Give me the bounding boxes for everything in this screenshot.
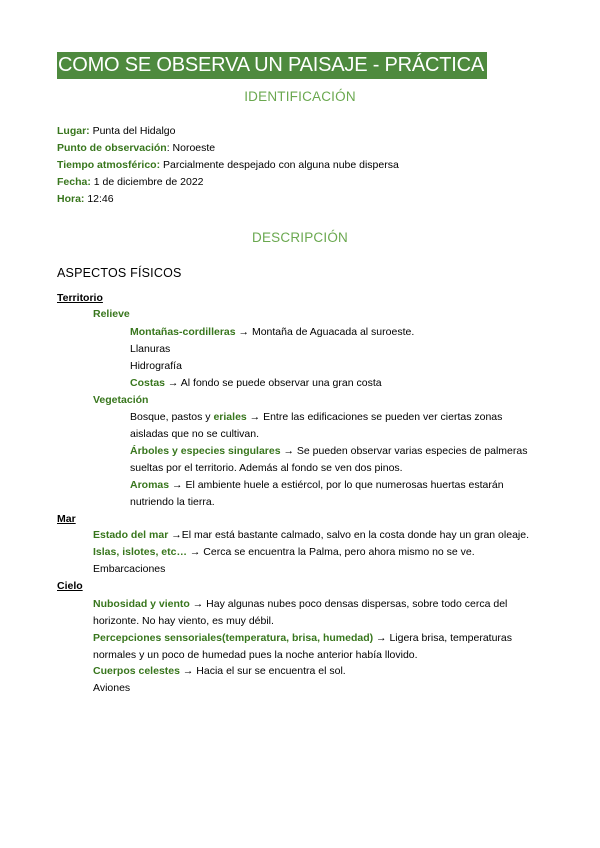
info-label: Tiempo atmosférico: (57, 159, 161, 171)
cuerpos-line (93, 664, 346, 678)
cielo-heading: Cielo (57, 580, 83, 592)
arboles-label: Árboles y especies singulares (130, 445, 281, 457)
percepciones-text: → Ligera brisa, temperaturas (373, 632, 513, 644)
info-value: Punta del Hidalgo (89, 125, 176, 137)
aromas-line-2: nutriendo la tierra. (130, 496, 215, 508)
aromas-text: → El ambiente huele a estiércol, por lo que numerosas huertas estarán (169, 479, 504, 491)
hidrografia-line: Hidrografía (130, 360, 182, 372)
info-tiempo (57, 159, 399, 171)
info-punto (57, 142, 215, 154)
aromas-line (130, 478, 504, 492)
arboles-text: → Se pueden observar varias especies de palmeras (280, 445, 528, 457)
info-value: 1 de diciembre de 2022 (90, 176, 204, 188)
nubosidad-text: → Hay algunas nubes poco densas dispersas, sobre todo cerca del (189, 598, 508, 610)
nubosidad-label: Nubosidad y viento (93, 598, 190, 610)
costas-text: → Al fondo se puede observar una gran costa (165, 377, 382, 389)
montanas-line (130, 325, 414, 339)
estado-mar-label: Estado del mar (93, 529, 169, 541)
costas-line (130, 376, 382, 390)
eriales-line-2: aisladas que no se cultivan. (130, 428, 259, 440)
relieve-heading: Relieve (93, 308, 130, 320)
aviones-line: Aviones (93, 682, 131, 694)
bosque-text: Bosque, pastos y (130, 411, 214, 423)
montanas-text: → Montaña de Aguacada al suroeste. (235, 326, 415, 338)
info-lugar (57, 125, 175, 137)
eriales-line (130, 410, 502, 424)
eriales-text: → Entre las edificaciones se pueden ver ciertas zonas (246, 411, 503, 423)
costas-label: Costas (130, 377, 166, 389)
arboles-line (130, 444, 527, 458)
identificacion-heading: IDENTIFICACIÓN (244, 89, 356, 104)
islas-line (93, 545, 475, 559)
arboles-line-2: sueltas por el territorio. Además al fondo se ven dos pinos. (130, 462, 403, 474)
cuerpos-text: → Hacia el sur se encuentra el sol. (179, 665, 346, 677)
embarcaciones-line: Embarcaciones (93, 563, 166, 575)
info-fecha (57, 176, 204, 188)
percepciones-line-2: normales y un poco de humedad pues la noche anterior había llovido. (93, 649, 418, 661)
islas-text: → Cerca se encuentra la Palma, pero ahora mismo no se ve. (186, 546, 475, 558)
percepciones-line (93, 631, 512, 645)
info-label: Lugar: (57, 125, 90, 137)
info-label: Fecha: (57, 176, 91, 188)
info-value: Parcialmente despejado con alguna nube dispersa (160, 159, 399, 171)
descripcion-heading: DESCRIPCIÓN (252, 230, 348, 245)
islas-label: Islas, islotes, etc… (93, 546, 187, 558)
cuerpos-label: Cuerpos celestes (93, 665, 180, 677)
estado-mar-line (93, 528, 529, 542)
aspectos-fisicos-heading: ASPECTOS FÍSICOS (57, 266, 182, 280)
info-label: Punto de observación (57, 142, 167, 154)
mar-heading: Mar (57, 513, 76, 525)
vegetacion-heading: Vegetación (93, 394, 149, 406)
info-hora (57, 193, 114, 205)
percepciones-label: Percepciones sensoriales(temperatura, brisa, humedad) (93, 632, 374, 644)
estado-mar-text: →El mar está bastante calmado, salvo en la costa donde hay un gran oleaje. (168, 529, 529, 541)
territorio-heading: Territorio (57, 292, 103, 304)
info-label: Hora: (57, 193, 85, 205)
nubosidad-line (93, 597, 507, 611)
aromas-label: Aromas (130, 479, 170, 491)
llanuras-line: Llanuras (130, 343, 171, 355)
eriales-label: eriales (213, 411, 247, 423)
nubosidad-line-2: horizonte. No hay viento, es muy débil. (93, 615, 274, 627)
document-title: COMO SE OBSERVA UN PAISAJE - PRÁCTICA (57, 52, 487, 79)
info-value: : Noroeste (166, 142, 216, 154)
info-value: 12:46 (84, 193, 114, 205)
montanas-label: Montañas-cordilleras (130, 326, 236, 338)
